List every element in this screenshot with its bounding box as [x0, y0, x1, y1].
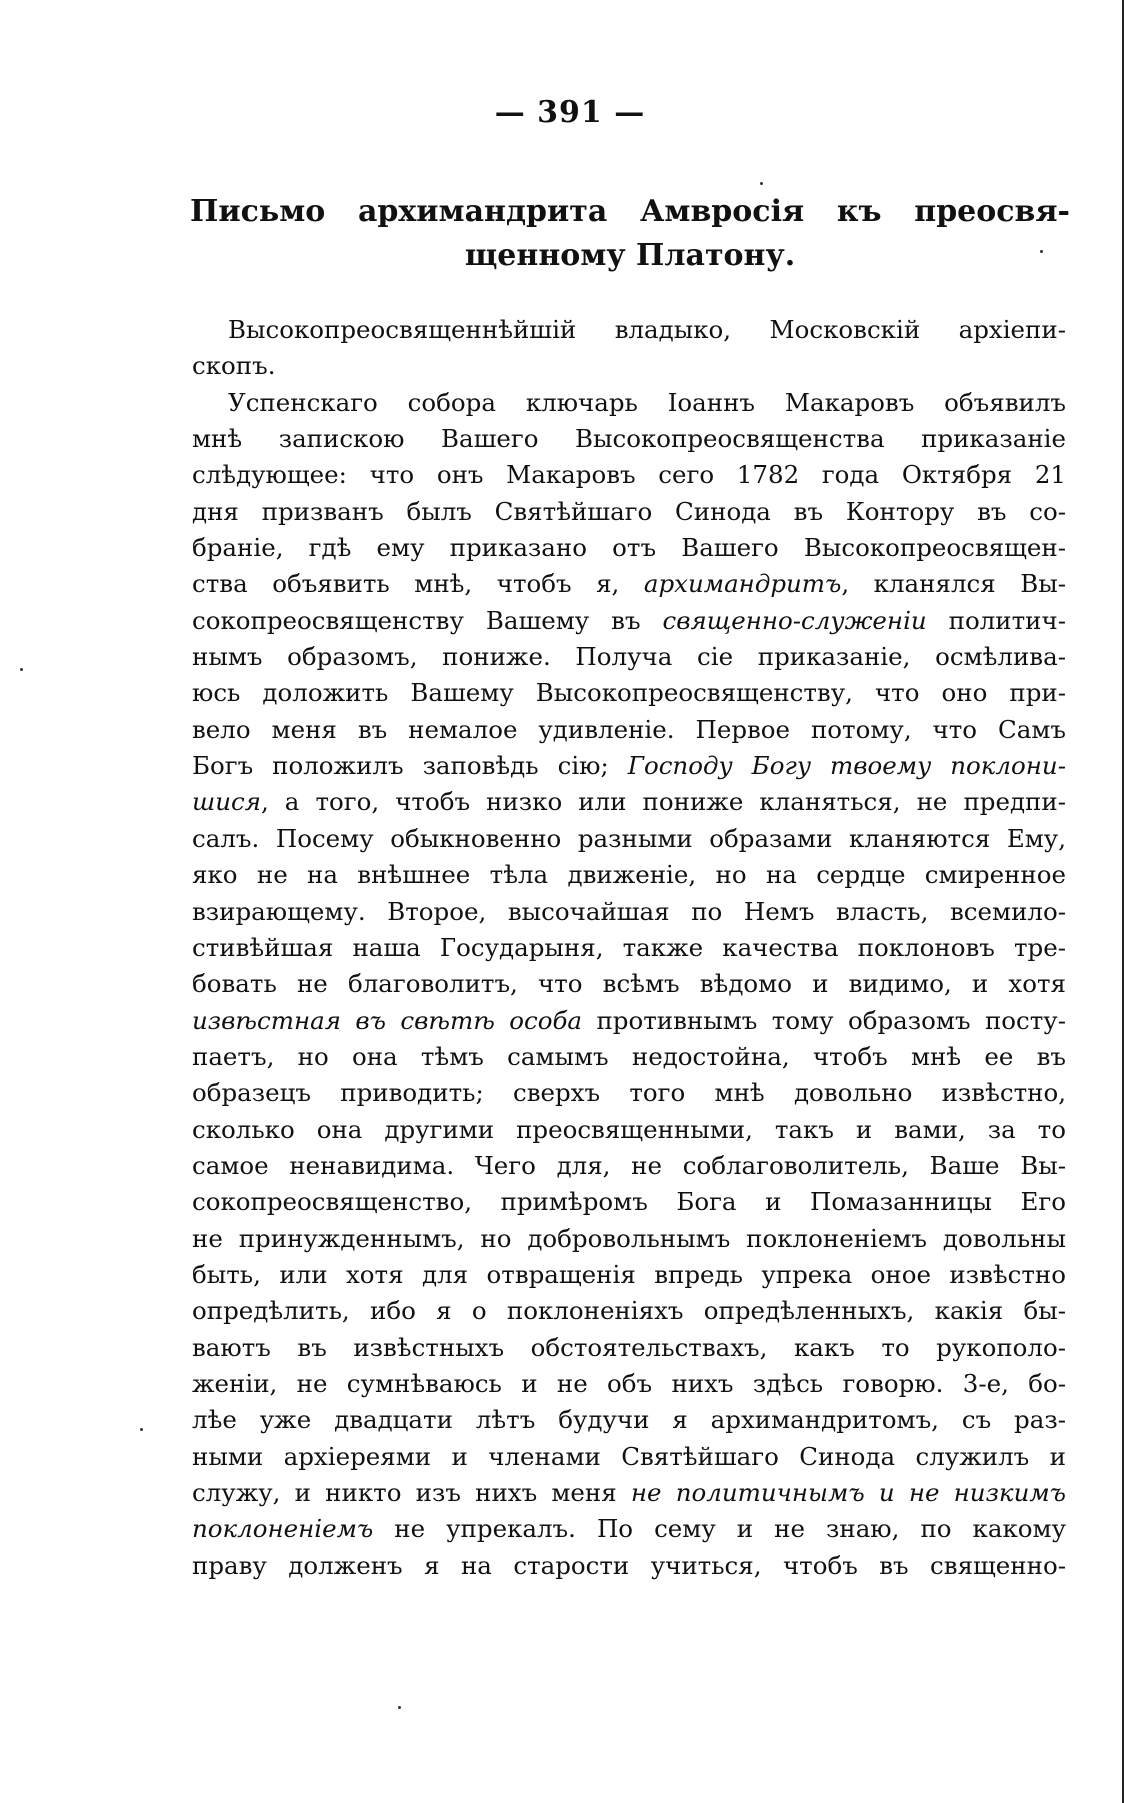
body-line: паетъ, но она тѣмъ самымъ недостойна, чтобъ мнѣ ее въ: [192, 1041, 1066, 1071]
page-number: — 391 —: [494, 95, 646, 130]
body-text-run: сокопреосвященству Вашему въ: [192, 605, 663, 635]
page-edge-line: [1122, 0, 1124, 1803]
body-line: мнѣ запискою Вашего Высокопреосвященства приказаніе: [192, 424, 1066, 454]
body-line: [192, 1003, 1066, 1039]
body-line: не принужденнымъ, но добровольнымъ поклоненіемъ довольны: [192, 1223, 1066, 1253]
scan-speck: [140, 1428, 143, 1431]
title-line-2: щенному Платону.: [464, 238, 796, 273]
body-line: юсь доложить Вашему Высокопреосвященству, что оно при-: [192, 678, 1066, 708]
body-line: [192, 566, 1066, 602]
scan-speck: [760, 182, 763, 185]
body-line: взирающему. Второе, высочайшая по Немъ власть, всемило-: [192, 896, 1066, 926]
body-text-run: ства объявить мнѣ, чтобъ я,: [192, 569, 644, 599]
body-line: опредѣлить, ибо я о поклоненіяхъ опредѣленныхъ, какія бы-: [192, 1296, 1066, 1326]
body-text-run: , а того, чтобъ низко или пониже кланяться, не предпи-: [260, 787, 1066, 817]
body-line: ными архіереями и членами Святѣйшаго Синода служилъ и: [192, 1441, 1066, 1471]
body-line: праву долженъ я на старости учиться, чтобъ въ священно-: [192, 1550, 1066, 1580]
body-italic-run: Господу Богу твоему поклони-: [627, 751, 1066, 781]
body-text-run: противнымъ тому образомъ посту-: [582, 1005, 1067, 1035]
body-line: [192, 1475, 1066, 1511]
body-italic-run: не политичнымъ и не низкимъ: [630, 1478, 1066, 1507]
scan-speck: [1040, 250, 1043, 253]
body-line: [192, 1511, 1066, 1547]
body-line: Высокопреосвященнѣйшій владыко, Московскій архіепи-: [228, 315, 1066, 344]
body-line: женіи, не сумнѣваюсь и не объ нихъ здѣсь говорю. 3-е, бо-: [192, 1368, 1066, 1398]
scan-speck: [398, 1706, 401, 1709]
body-line: слѣдующее: что онъ Макаровъ сего 1782 года Октября 21: [192, 460, 1066, 490]
body-text-run: политич-: [926, 605, 1066, 635]
body-text-run: служу, и никто изъ нихъ меня: [192, 1478, 631, 1507]
body-line: [192, 748, 1066, 784]
body-line: скопъ.: [192, 351, 276, 381]
body-line: бовать не благоволитъ, что всѣмъ вѣдомо и видимо, и хотя: [192, 969, 1066, 999]
body-line: сколько она другими преосвященными, такъ и вами, за то: [192, 1114, 1066, 1144]
body-line: лѣе уже двадцати лѣтъ будучи я архимандритомъ, съ раз-: [192, 1405, 1066, 1435]
body-italic-run: архимандритъ: [643, 569, 842, 599]
scan-speck: [20, 668, 23, 671]
body-line: Успенскаго собора ключарь Іоаннъ Макаровъ объявилъ: [228, 387, 1066, 417]
body-italic-run: священно-служеніи: [662, 605, 927, 635]
body-italic-run: шися: [192, 787, 261, 817]
body-line: ваютъ въ извѣстныхъ обстоятельствахъ, какъ то рукополо-: [192, 1332, 1066, 1362]
body-line: яко не на внѣшнее тѣла движеніе, но на сердце смиренное: [192, 860, 1066, 890]
body-text-run: Богъ положилъ заповѣдь сію;: [192, 751, 628, 781]
body-line: сокопреосвященство, примѣромъ Бога и Помазанницы Его: [192, 1187, 1066, 1217]
body-line: дня призванъ былъ Святѣйшаго Синода въ Контору въ со-: [192, 496, 1066, 526]
body-line: самое ненавидима. Чего для, не соблаговолитель, Ваше Вы-: [192, 1150, 1066, 1180]
body-line: браніе, гдѣ ему приказано отъ Вашего Высокопреосвящен-: [192, 533, 1066, 563]
body-line: образецъ приводить; сверхъ того мнѣ довольно извѣстно,: [192, 1078, 1066, 1108]
body-italic-run: поклоненіемъ: [192, 1514, 374, 1544]
body-line: [192, 784, 1066, 820]
body-line: [192, 603, 1066, 639]
letter-body: [192, 312, 1066, 1584]
body-text-run: , кланялся Вы-: [841, 569, 1066, 599]
title-line-1: Письмо архимандрита Амвросія къ преосвя-: [190, 194, 1070, 229]
body-italic-run: извѣстная въ свѣтѣ особа: [192, 1005, 583, 1035]
body-line: быть, или хотя для отвращенія впредь упрека оное извѣстно: [192, 1259, 1066, 1289]
body-line: вело меня въ немалое удивленіе. Первое потому, что Самъ: [192, 714, 1066, 744]
body-line: стивѣйшая наша Государыня, также качества поклоновъ тре-: [192, 932, 1066, 962]
body-line: нымъ образомъ, пониже. Получа сіе приказаніе, осмѣлива-: [192, 642, 1066, 672]
body-line: салъ. Посему обыкновенно разными образами кланяются Ему,: [192, 823, 1066, 853]
letter-title: [190, 190, 1070, 278]
body-text-run: не упрекалъ. По сему и не знаю, по какому: [373, 1514, 1066, 1544]
